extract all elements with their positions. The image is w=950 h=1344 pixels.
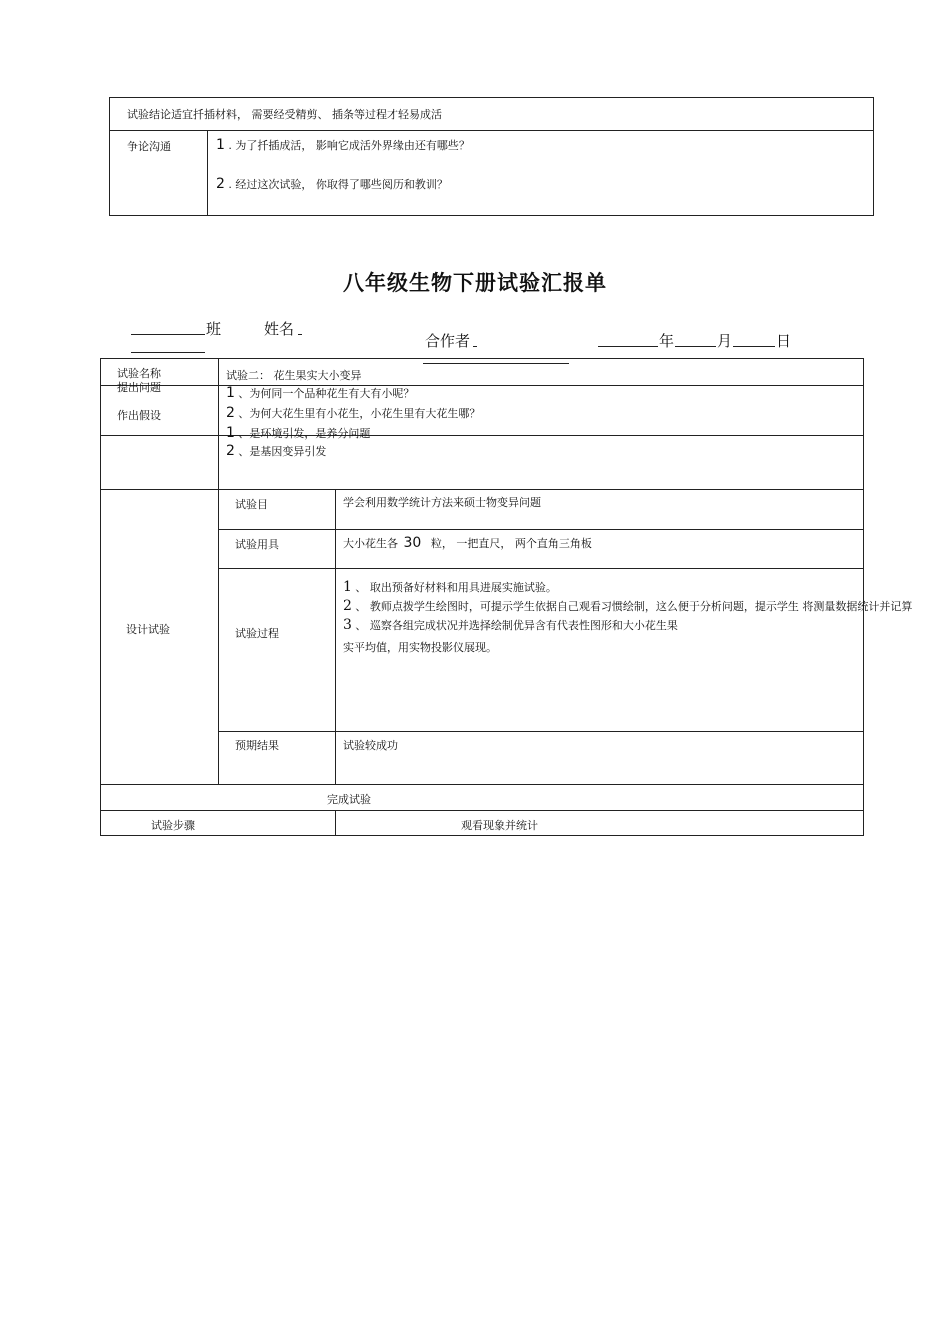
process-step-3 [343,617,678,633]
process-step-2 [343,598,912,614]
item-number: 2 [226,443,235,459]
day-blank [733,346,775,347]
steps-value: 观看现象并统计 [461,819,538,832]
question-2 [226,405,480,421]
discussion-question-2 [216,176,448,192]
report-table [100,358,864,836]
item-text: 、是基因变异引发 [238,445,327,458]
year-blank [598,346,658,347]
exp-name-value: 试验二： 花生果实大小变异 [226,369,362,382]
col-line [335,489,336,785]
design-label: 设计试验 [126,623,170,636]
conclusion-text: 试验结论适宜扦插材料， 需要经受精剪、 插条等过程才轻易成活 [127,108,442,121]
item-text: 、 教师点拨学生绘图时，可提示学生依据自己观看习惯绘制，这么便于分析问题，提示学生 将测量数据统计并记算 [355,600,913,613]
top-table-row-divider [109,130,874,131]
item-text: 、 取出预备好材料和用具进展实施试验。 [355,581,557,594]
row-line [100,385,864,386]
item-number: 2 [226,405,235,421]
page-title: 八年级生物下册试验汇报单 [343,271,607,295]
question-1 [226,385,414,401]
row-line [218,731,864,732]
hypothesis-label: 作出假设 [117,409,161,422]
item-text: 、为何同一个品种花生有大有小呢？ [238,387,415,400]
month-label: 月 [717,332,733,350]
name-label: 姓名 [264,320,295,338]
col-line [218,489,219,785]
tools-prefix: 大小花生各 [343,537,398,550]
question-number: 2 [216,176,225,192]
process-step-3-cont: 实平均值，用实物投影仪展现。 [343,641,497,654]
complete-label: 完成试验 [327,793,371,806]
col-line [335,810,336,836]
exp-name-label: 试验名称 [117,367,161,380]
col-line [218,358,219,490]
item-number: 2 [343,598,352,614]
tools-value [343,535,592,551]
class-blank-lower [131,352,205,353]
expected-label: 预期结果 [235,739,279,752]
process-step-1 [343,579,557,595]
item-text: 、 巡察各组完成状况并选择绘制优异含有代表性图形和大小花生果 [355,619,678,632]
question-label: 提出问题 [117,381,161,394]
partner-label: 合作者 [425,332,471,350]
steps-label: 试验步骤 [151,819,195,832]
partner-blank-short [473,346,477,347]
item-text: 、为何大花生里有小花生，小花生里有大花生哪？ [238,407,481,420]
question-number: 1 [216,137,225,153]
item-number: 3 [343,617,352,633]
year-label: 年 [659,332,675,350]
discussion-question-1 [216,137,470,153]
row-line [100,810,864,811]
name-blank [298,334,302,335]
item-number: 1 [226,425,235,441]
row-line [218,568,864,569]
hypothesis-2 [226,443,326,459]
day-label: 日 [776,332,792,350]
row-line [100,489,864,490]
top-table-col-divider [207,130,208,216]
tools-label: 试验用具 [235,538,279,551]
tools-count: 30 [403,535,422,551]
expected-value: 试验较成功 [343,739,398,752]
discussion-label: 争论沟通 [127,140,171,153]
hypothesis-1 [226,425,370,441]
item-number: 1 [343,579,352,595]
tools-suffix: 粒， 一把直尺， 两个直角三角板 [430,537,592,550]
purpose-label: 试验目 [235,498,268,511]
item-number: 1 [226,385,235,401]
process-label: 试验过程 [235,627,279,640]
purpose-value: 学会利用数学统计方法来硕士物变异问题 [343,496,541,509]
row-line [100,784,864,785]
class-label: 班 [206,320,222,338]
class-blank [131,334,205,335]
item-text: 、是环境引发，是养分问题 [238,427,371,440]
question-text: . 为了扦插成活， 影响它成活外界缘由还有哪些？ [228,139,470,152]
month-blank [675,346,716,347]
row-line [218,529,864,530]
row-line [100,435,864,436]
question-text: . 经过这次试验， 你取得了哪些阅历和教训？ [228,178,448,191]
